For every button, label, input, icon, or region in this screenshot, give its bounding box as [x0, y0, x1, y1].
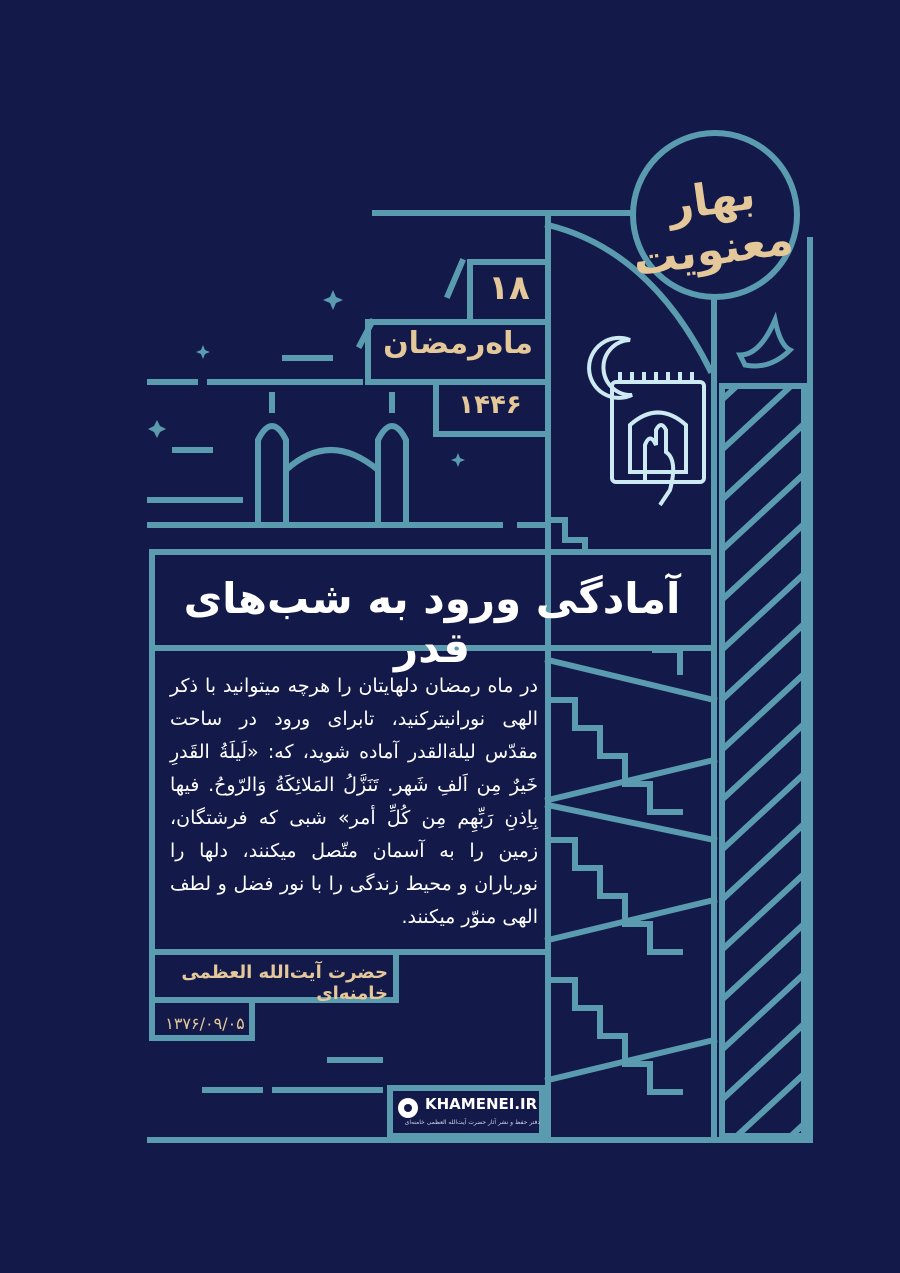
speech-date: ۱۳۷۶/۰۹/۰۵: [165, 1014, 245, 1033]
site-name[interactable]: KHAMENEI.IR: [425, 1095, 538, 1113]
logo-text: بهار معنویت: [629, 168, 797, 287]
date-year: ۱۴۴۶: [458, 390, 522, 420]
site-tagline: دفتر حفظ و نشر آثار حضرت آیت‌الله العظمی خامنه‌ای: [404, 1119, 540, 1126]
date-month: ماه‌رمضان: [383, 326, 533, 361]
page-title: آمادگی ورود به شب‌های قدر: [183, 574, 681, 672]
author-name: حضرت آیت‌الله العظمی خامنه‌ای: [181, 962, 388, 1004]
star-icon: [148, 290, 465, 467]
site-logo-icon: [398, 1098, 418, 1118]
date-day: ۱۸: [488, 268, 530, 308]
bird-icon: [740, 320, 790, 366]
prayer-hand-icon: [612, 372, 704, 505]
quote-body: در ماه رمضان دلهایتان را هرچه میتوانید با ذکر الهی نورانیترکنید، تابرای ورود در ساحت مقدّس لیلة‌القدر آماده شوید، که: «لَیلَةُ القَدرِ خَیرٌ مِن اَلفِ شَهر. تَنَزَّلُ المَلائِکَةُ وَالرّوحُ. فیها بِاِذنِ رَبِّهِم مِن کُلِّ أمر» شبی که فرشتگان، زمین را به آسمان متّصل میکنند، دلها را نورباران و محیط زندگی را با نور فضل و لطف الهی منوّر میکنند.: [170, 675, 538, 928]
